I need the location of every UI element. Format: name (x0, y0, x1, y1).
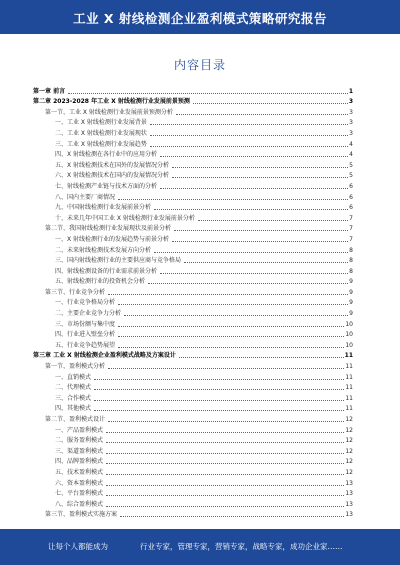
toc-dot-leader (184, 255, 348, 263)
toc-dot-leader (118, 192, 348, 200)
toc-dot-leader (106, 456, 344, 464)
toc-entry-page: 4 (349, 151, 353, 159)
toc-entry[interactable] (33, 307, 353, 318)
toc-entry-title: 第一节、盈利模式分析 (45, 363, 106, 371)
toc-dot-leader (106, 435, 344, 443)
toc-dot-leader (118, 340, 344, 348)
toc-entry-title: 第二章 2023-2028 年工业 X 射线检测行业发展前景预测 (33, 98, 190, 106)
toc-entry-page: 13 (345, 500, 353, 508)
toc-entry-page: 10 (345, 331, 353, 339)
toc-entry[interactable] (33, 159, 353, 170)
toc-entry[interactable] (33, 117, 353, 128)
toc-dot-leader (106, 467, 344, 475)
toc-dot-leader (154, 245, 348, 253)
toc-entry[interactable] (33, 445, 353, 456)
toc-entry[interactable] (33, 265, 353, 276)
toc-dot-leader (148, 276, 348, 284)
toc-dot-leader (108, 414, 344, 422)
toc-entry-title: 三、渠道盈利模式 (55, 447, 104, 455)
toc-dot-leader (176, 107, 348, 115)
toc-entry-page: 11 (345, 363, 353, 371)
toc-entry[interactable] (33, 212, 353, 223)
toc-dot-leader (106, 499, 344, 507)
toc-entry[interactable] (33, 403, 353, 414)
toc-entry-page: 12 (345, 437, 353, 445)
toc-entry[interactable] (33, 477, 353, 488)
toc-entry-title: 四、射线检测设备的行业需求前景分析 (55, 267, 158, 275)
toc-entry-page: 6 (349, 193, 353, 201)
toc-dot-leader (174, 223, 348, 231)
table-of-contents (33, 85, 353, 519)
toc-entry-title: 八、国内主要厂商情况 (55, 193, 116, 201)
toc-entry-page: 9 (349, 310, 353, 318)
toc-dot-leader (179, 350, 344, 358)
toc-entry-page: 11 (345, 405, 353, 413)
toc-entry-title: 六、资本盈利模式 (55, 479, 104, 487)
toc-entry-title: 第三章 工业 X 射线检测企业盈利模式战略及方案设计 (33, 352, 176, 360)
toc-entry[interactable] (33, 85, 353, 96)
toc-entry-title: 一、直销模式 (55, 373, 92, 381)
toc-dot-leader (118, 329, 344, 337)
toc-dot-leader (106, 478, 344, 486)
toc-entry[interactable] (33, 202, 353, 213)
toc-entry-title: 四、品牌盈利模式 (55, 458, 104, 466)
toc-entry[interactable] (33, 318, 353, 329)
toc-dot-leader (160, 266, 348, 274)
toc-entry-title: 三、工业 X 射线检测行业发展趋势 (55, 140, 147, 148)
toc-entry-title: 九、中国射线检测行业发展前景分析 (55, 204, 152, 212)
toc-entry-page: 6 (349, 204, 353, 212)
toc-dot-leader (172, 234, 348, 242)
toc-entry-title: 八、综合盈利模式 (55, 500, 104, 508)
toc-entry[interactable] (33, 233, 353, 244)
toc-entry-title: 二、未来射线检测技术发展方向分析 (55, 246, 152, 254)
report-footer (0, 529, 400, 565)
toc-dot-leader (120, 509, 344, 517)
toc-dot-leader (106, 488, 344, 496)
toc-entry[interactable] (33, 106, 353, 117)
toc-heading: 内容目录 (173, 58, 226, 72)
toc-entry[interactable] (33, 180, 353, 191)
toc-entry-title: 二、工业 X 射线检测行业发展现状 (55, 129, 147, 137)
toc-dot-leader (108, 287, 348, 295)
toc-entry-title: 一、行业竞争格局分析 (55, 299, 116, 307)
toc-dot-leader (160, 181, 348, 189)
toc-entry[interactable] (33, 127, 353, 138)
toc-entry[interactable] (33, 413, 353, 424)
toc-dot-leader (94, 393, 344, 401)
toc-entry-title: 一、工业 X 射线检测行业发展背景 (55, 119, 147, 127)
toc-entry[interactable] (33, 435, 353, 446)
toc-dot-leader (150, 128, 348, 136)
toc-entry[interactable] (33, 170, 353, 181)
toc-entry[interactable] (33, 149, 353, 160)
toc-entry-title: 第二节、盈利模式设计 (45, 416, 106, 423)
toc-entry-page: 13 (345, 479, 353, 487)
toc-entry[interactable] (33, 466, 353, 477)
toc-dot-leader (106, 425, 344, 433)
toc-entry-page: 1 (348, 87, 353, 95)
toc-entry[interactable] (33, 244, 353, 255)
report-title: 工业 X 射线检测企业盈利模式策略研究报告 (73, 11, 327, 26)
toc-entry-page: 13 (345, 490, 353, 498)
toc-entry-page: 8 (349, 257, 353, 265)
toc-entry-title: 五、技术盈利模式 (55, 468, 104, 476)
toc-dot-leader (94, 372, 344, 380)
toc-entry-title: 七、平台盈利模式 (55, 490, 104, 498)
toc-entry[interactable] (33, 286, 353, 297)
toc-entry-title: 第三节、盈利模式实施方案 (45, 511, 118, 519)
toc-entry-page: 4 (349, 140, 353, 148)
toc-entry-page: 5 (349, 172, 353, 180)
toc-dot-leader (172, 170, 348, 178)
toc-dot-leader (198, 213, 348, 221)
report-header (0, 0, 400, 34)
toc-entry[interactable] (33, 297, 353, 308)
toc-entry-title: 五、射线检测行业的投资机会分析 (55, 278, 146, 286)
toc-entry[interactable] (33, 329, 353, 340)
toc-entry-page: 11 (344, 352, 353, 360)
toc-entry-page: 6 (349, 182, 353, 190)
toc-entry-page: 11 (345, 373, 353, 381)
toc-entry-page: 9 (349, 288, 353, 296)
toc-entry-page: 3 (349, 129, 353, 137)
toc-entry-title: 四、X 射线检测在各行业中的应用分析 (55, 151, 158, 159)
toc-entry-title: 第二节、我国射线检测行业发展现状及前景分析 (45, 225, 172, 233)
toc-entry-page: 7 (349, 214, 353, 222)
toc-entry-page: 3 (348, 98, 353, 106)
toc-dot-leader (94, 382, 344, 390)
toc-entry[interactable] (33, 255, 353, 266)
toc-entry-page: 7 (349, 225, 353, 233)
toc-entry[interactable] (33, 191, 353, 202)
toc-entry[interactable] (33, 138, 353, 149)
toc-entry-page: 10 (345, 341, 353, 349)
toc-entry-page: 12 (345, 416, 353, 423)
footer-slogan: 让每个人都能成为 (48, 542, 108, 551)
toc-dot-leader (150, 117, 348, 125)
toc-entry[interactable] (33, 276, 353, 287)
toc-entry[interactable] (33, 96, 353, 107)
toc-dot-leader (124, 308, 348, 316)
toc-entry-page: 8 (349, 267, 353, 275)
toc-entry-title: 第一节、工业 X 射线检测行业发展前景预测分析 (45, 108, 173, 116)
toc-entry[interactable] (33, 382, 353, 393)
toc-entry-title: 六、X 射线检测技术在国内的发展情况分析 (55, 172, 170, 180)
toc-entry-title: 三、国内射线检测行业的主要供应商与竞争格局 (55, 257, 182, 265)
toc-entry-title: 五、行业竞争趋势展望 (55, 341, 116, 349)
toc-entry-page: 5 (349, 161, 353, 169)
toc-dot-leader (94, 403, 344, 411)
toc-dot-leader (68, 86, 348, 94)
toc-entry-page: 3 (349, 108, 353, 116)
toc-dot-leader (108, 361, 344, 369)
toc-entry-page: 9 (349, 299, 353, 307)
toc-entry-title: 一、产品盈利模式 (55, 426, 104, 434)
toc-entry-title: 二、服务盈利模式 (55, 437, 104, 445)
toc-dot-leader (118, 319, 344, 327)
toc-dot-leader (160, 149, 348, 157)
toc-entry-page: 11 (345, 394, 353, 402)
toc-entry-title: 二、代理模式 (55, 384, 92, 392)
toc-entry[interactable] (33, 371, 353, 382)
footer-roles: 行业专家，管理专家，营销专家，战略专家，成功企业家…… (140, 542, 343, 551)
toc-entry-title: 一、X 射线检测行业的发展趋势与前景分析 (55, 235, 170, 243)
toc-entry[interactable] (33, 339, 353, 350)
toc-entry-title: 七、射线检测产业链与技术方面的分析 (55, 182, 158, 190)
toc-entry-title: 第三节、行业竞争分析 (45, 288, 106, 296)
toc-entry[interactable] (33, 360, 353, 371)
toc-dot-leader (154, 202, 348, 210)
toc-entry[interactable] (33, 223, 353, 234)
toc-entry[interactable] (33, 488, 353, 499)
toc-entry-page: 12 (345, 458, 353, 466)
toc-entry-title: 三、合作模式 (55, 394, 92, 402)
toc-dot-leader (193, 96, 348, 104)
toc-entry[interactable] (33, 456, 353, 467)
toc-entry-page: 11 (345, 384, 353, 392)
toc-entry-page: 12 (345, 447, 353, 455)
toc-entry-title: 四、其他模式 (55, 405, 92, 413)
toc-entry-title: 五、X 射线检测技术在国外的发展情况分析 (55, 161, 170, 169)
toc-entry[interactable] (33, 350, 353, 361)
toc-dot-leader (106, 446, 344, 454)
toc-entry-page: 13 (345, 511, 353, 519)
toc-entry-page: 3 (349, 119, 353, 127)
toc-entry-page: 8 (349, 246, 353, 254)
toc-dot-leader (150, 139, 348, 147)
toc-entry-title: 十、未来几年中国工业 X 射线检测行业发展前景分析 (55, 214, 195, 222)
toc-entry[interactable] (33, 424, 353, 435)
toc-dot-leader (172, 160, 348, 168)
toc-entry-title: 三、市场份额与集中度 (55, 320, 116, 328)
toc-entry[interactable] (33, 392, 353, 403)
toc-entry-title: 四、行业进入壁垒分析 (55, 331, 116, 339)
toc-entry[interactable] (33, 498, 353, 509)
toc-entry-title: 第一章 前言 (33, 87, 66, 95)
toc-entry-page: 9 (349, 278, 353, 286)
toc-entry-page: 12 (345, 426, 353, 434)
toc-entry-page: 12 (345, 468, 353, 476)
toc-entry-page: 10 (345, 320, 353, 328)
toc-entry-title: 二、主要企业竞争力分析 (55, 310, 122, 318)
toc-dot-leader (118, 297, 348, 305)
toc-entry[interactable] (33, 509, 353, 520)
toc-entry-page: 7 (349, 235, 353, 243)
